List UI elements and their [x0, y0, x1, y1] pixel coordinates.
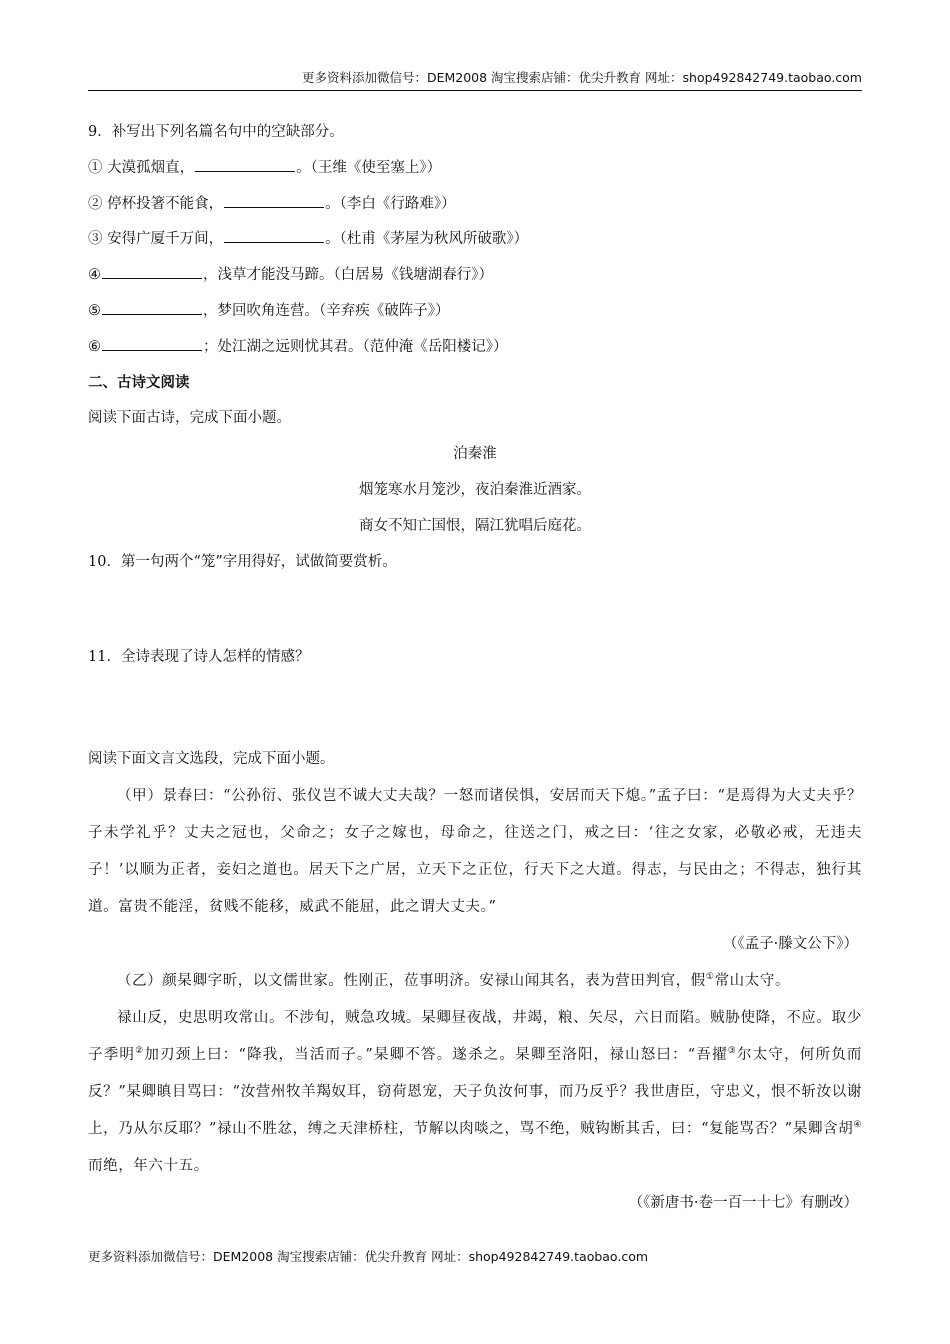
item-prefix: ⑤ — [88, 302, 101, 319]
section-title: 二、古诗文阅读 — [88, 374, 190, 391]
page-footer: 更多资料添加微信号：DEM2008 淘宝搜索店铺：优尖升教育 网址：shop492842749.taobao.com — [88, 1249, 649, 1264]
item-prefix: ② 停杯投箸不能食， — [88, 195, 224, 212]
answer-blank[interactable] — [224, 193, 324, 208]
question-10: 10．第一句两个“笼”字用得好，试做简要赏析。 — [88, 553, 397, 570]
answer-blank[interactable] — [102, 264, 202, 279]
fill-blank-item — [88, 330, 862, 366]
item-suffix: ，梦回吹角连营。（辛弃疾《破阵子》） — [203, 302, 450, 319]
source-yi: （《新唐书·卷一百一十七》有删改） — [628, 1194, 858, 1211]
passage-text: 而绝，年六十五。 — [88, 1157, 209, 1174]
item-suffix: ；处江湖之远则忧其君。（范仲淹《岳阳楼记》） — [203, 338, 508, 355]
poem-line: 商女不知亡国恨，隔江犹唱后庭花。 — [359, 517, 591, 534]
item-suffix: 。（李白《行路难》） — [325, 195, 456, 212]
footnote-mark: ① — [705, 972, 715, 983]
item-prefix: ④ — [88, 267, 101, 284]
prose-instruction: 阅读下面文言文选段，完成下面小题。 — [88, 751, 335, 768]
item-prefix: ⑥ — [88, 338, 101, 355]
answer-space — [88, 580, 862, 640]
passage-text: （乙）颜杲卿字昕，以文儒世家。性刚正，莅事明济。安禄山闻其名，表为营田判官，假 — [117, 972, 706, 989]
fill-blank-item — [88, 187, 862, 223]
passage-text: 常山太守。 — [714, 972, 791, 989]
footnote-mark: ④ — [853, 1120, 862, 1131]
item-prefix: ③ 安得广厦千万间， — [88, 231, 224, 248]
answer-blank[interactable] — [102, 300, 202, 315]
poem-line: 烟笼寒水月笼沙，夜泊秦淮近酒家。 — [359, 481, 591, 498]
passage-jia: （甲）景春曰：“公孙衍、张仪岂不诚大丈夫哉？一怒而诸侯惧，安居而天下熄。”孟子曰：“是焉得为大丈夫乎？子未学礼乎？丈夫之冠也，父命之；女子之嫁也，母命之，往送之门，戒之曰：‘往之女家，必敬必戒，无违夫子！’以顺为正者，妾妇之道也。居天下之广居，立天下之正位，行天下之大道。得志，与民由之；不得志，独行其道。富贵不能淫，贫贱不能移，威武不能屈，此之谓大丈夫。” — [88, 787, 862, 915]
item-suffix: 。（王维《使至塞上》） — [296, 159, 442, 176]
passage-text: 尔太守，何所负而反？”杲卿瞋目骂曰：“汝营州牧羊羯奴耳，窃荷恩宠，天子负汝何事，而乃反乎？我世唐臣，守忠义，恨不斩汝以谢上，乃从尔反耶？”禄山不胜忿，缚之天津桥柱，节解以肉啖之，骂不绝，贼钩断其舌，曰：“复能骂否？”杲卿含胡 — [88, 1046, 862, 1137]
answer-blank[interactable] — [224, 228, 324, 243]
item-suffix: 。（杜甫《茅屋为秋风所破歌》） — [325, 231, 529, 248]
passage-yi — [88, 963, 862, 1000]
answer-space — [88, 676, 862, 736]
document-body — [88, 115, 862, 1222]
footnote-mark: ③ — [727, 1046, 738, 1057]
answer-blank[interactable] — [195, 157, 295, 172]
item-suffix: ，浅草才能没马蹄。（白居易《钱塘湖春行》） — [203, 267, 493, 284]
item-prefix: ① 大漠孤烟直， — [88, 159, 195, 176]
passage-text: 加刃颈上曰：“降我，当活而子。”杲卿不答。遂杀之。杲卿至洛阳，禄山怒曰：“吾擢 — [144, 1046, 728, 1063]
passage-text: 禄山反，史思明攻常山。不涉旬，贼急攻城。杲卿昼夜战，井竭，粮、矢尽，六日而陷。贼胁使降，不应。取少子季明 — [88, 1009, 862, 1063]
fill-blank-item — [88, 151, 862, 187]
footnote-mark: ② — [135, 1046, 145, 1057]
question-11: 11．全诗表现了诗人怎样的情感？ — [88, 649, 310, 666]
passage-yi-continued — [88, 1000, 862, 1185]
fill-blank-item — [88, 222, 862, 258]
answer-blank[interactable] — [102, 336, 202, 351]
page-header: 更多资料添加微信号：DEM2008 淘宝搜索店铺：优尖升教育 网址：shop492842749.taobao.com — [88, 68, 862, 91]
poem-instruction: 阅读下面古诗，完成下面小题。 — [88, 410, 291, 427]
fill-blank-item — [88, 258, 862, 294]
poem-title: 泊秦淮 — [453, 446, 497, 463]
fill-blank-item — [88, 294, 862, 330]
question-9-title: 9．补写出下列名篇名句中的空缺部分。 — [88, 124, 344, 140]
source-jia: （《孟子·滕文公下》） — [722, 935, 858, 952]
